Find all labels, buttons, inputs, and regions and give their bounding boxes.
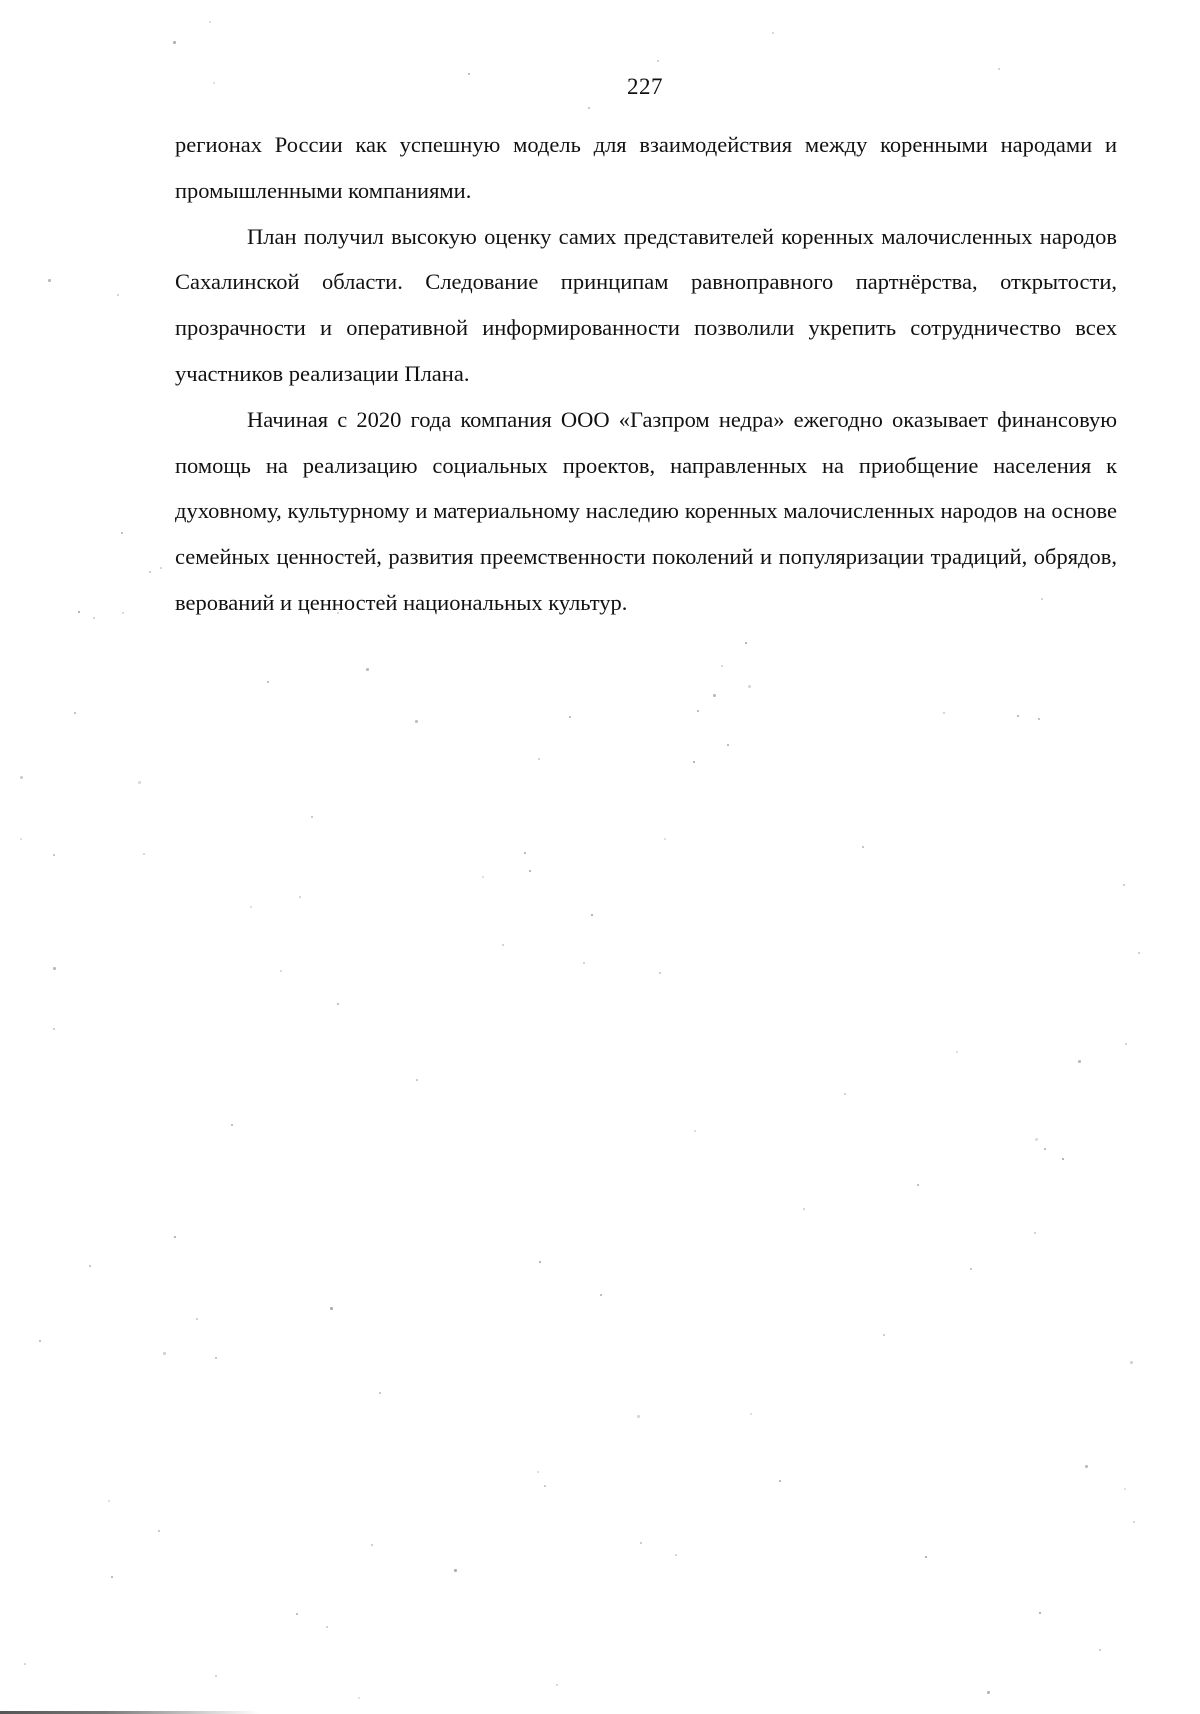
scan-speck bbox=[1138, 952, 1140, 954]
scan-speck bbox=[883, 1334, 885, 1336]
scan-speck bbox=[693, 761, 695, 763]
scan-speck bbox=[117, 294, 119, 296]
scan-speck bbox=[1078, 1060, 1081, 1063]
scan-speck bbox=[637, 1415, 640, 1418]
scan-speck bbox=[416, 1079, 418, 1081]
scan-speck bbox=[721, 665, 723, 667]
scan-speck bbox=[803, 1208, 805, 1210]
scan-speck bbox=[78, 611, 80, 613]
scan-speck bbox=[1038, 718, 1040, 720]
scan-speck bbox=[1039, 1612, 1041, 1614]
scan-speck bbox=[1130, 1361, 1133, 1364]
scan-speck bbox=[1035, 1138, 1038, 1141]
scan-speck bbox=[640, 1542, 642, 1544]
scan-speck bbox=[779, 1480, 781, 1482]
paragraph-gazprom-support: Начиная с 2020 года компания ООО «Газпром недра» ежегодно оказывает финансовую помощь на реализацию социальных проектов, направленных на приобщение населения к духовному, культурному и материальному наследию коренных малочисленных народов на основе семейных ценностей, развития преемственности поколений и популяризации традиций, обрядов, верований и ценностей национальных культур. bbox=[175, 406, 1117, 615]
scan-speck bbox=[326, 1626, 328, 1628]
scan-speck bbox=[1085, 1465, 1088, 1468]
scan-speck bbox=[1133, 1521, 1135, 1523]
scan-speck bbox=[694, 1130, 696, 1132]
scan-speck bbox=[415, 720, 418, 723]
paragraph-plan-assessment: План получил высокую оценку самих представителей коренных малочисленных народов Сахалинской области. Следование принципам равноправного партнёрства, открытости, прозрачности и оперативной информированности позволили укрепить сотрудничество всех участников реализации Плана. bbox=[175, 223, 1117, 386]
scan-speck bbox=[772, 32, 774, 34]
scan-speck bbox=[917, 1184, 919, 1186]
scan-speck bbox=[39, 1340, 41, 1342]
scan-speck bbox=[158, 1530, 160, 1532]
scan-speck bbox=[1099, 1649, 1101, 1651]
scan-speck bbox=[379, 1392, 381, 1394]
scan-speck bbox=[74, 712, 76, 714]
scan-speck bbox=[299, 896, 301, 898]
scan-speck bbox=[20, 776, 23, 779]
scan-speck bbox=[24, 1663, 26, 1665]
scan-speck bbox=[337, 612, 339, 614]
scan-speck bbox=[544, 1485, 546, 1487]
scan-speck bbox=[745, 642, 747, 644]
scan-speck bbox=[713, 694, 716, 697]
scan-speck bbox=[727, 744, 729, 746]
scan-speck bbox=[925, 1556, 927, 1558]
scan-speck bbox=[748, 685, 751, 688]
scan-speck bbox=[454, 1569, 457, 1572]
scan-speck bbox=[196, 1318, 198, 1320]
scan-speck bbox=[149, 571, 151, 573]
scan-speck bbox=[502, 944, 504, 946]
scan-speck bbox=[53, 854, 55, 856]
scan-speck bbox=[20, 838, 22, 840]
scan-speck bbox=[174, 1236, 176, 1238]
scan-speck bbox=[231, 1124, 233, 1126]
scan-speck bbox=[213, 82, 215, 84]
scan-speck bbox=[121, 532, 123, 534]
scan-speck bbox=[943, 712, 945, 714]
scan-speck bbox=[215, 1675, 217, 1677]
scan-speck bbox=[48, 279, 51, 282]
scan-speck bbox=[588, 107, 590, 109]
scan-speck bbox=[529, 870, 531, 872]
scan-speck bbox=[659, 972, 661, 974]
scan-speck bbox=[1044, 1148, 1046, 1150]
scan-speck bbox=[998, 68, 1000, 70]
scan-speck bbox=[1062, 1158, 1064, 1160]
body-text bbox=[175, 122, 1117, 626]
scan-speck bbox=[267, 681, 269, 683]
scan-speck bbox=[122, 612, 124, 614]
scan-speck bbox=[697, 710, 699, 712]
scan-speck bbox=[1125, 1043, 1127, 1045]
scan-speck bbox=[93, 617, 95, 619]
scan-speck bbox=[750, 1413, 752, 1415]
scan-speck bbox=[163, 1352, 166, 1355]
scan-speck bbox=[138, 781, 141, 784]
scan-speck bbox=[569, 716, 571, 718]
scan-speck bbox=[160, 567, 162, 569]
paragraph-continuation: регионах России как успешную модель для взаимодействия между коренными народами и промышленными компаниями. bbox=[175, 132, 1117, 203]
scan-speck bbox=[330, 1307, 333, 1310]
scan-speck bbox=[311, 816, 313, 818]
scan-speck bbox=[537, 1471, 539, 1473]
scan-speck bbox=[358, 1697, 360, 1699]
scan-speck bbox=[111, 1576, 113, 1578]
scan-speck bbox=[987, 1691, 990, 1694]
scan-speck bbox=[844, 1093, 846, 1095]
scan-speck bbox=[1041, 598, 1043, 600]
scan-speck bbox=[215, 1357, 217, 1359]
scan-speck bbox=[1017, 715, 1019, 717]
scan-speck bbox=[664, 838, 666, 840]
scan-speck bbox=[591, 914, 593, 916]
scan-speck bbox=[371, 1544, 373, 1546]
scan-speck bbox=[600, 1294, 602, 1296]
scan-speck bbox=[970, 1268, 972, 1270]
scan-speck bbox=[556, 1684, 558, 1686]
scan-speck bbox=[539, 1261, 541, 1263]
scan-speck bbox=[53, 967, 56, 970]
scan-speck bbox=[337, 1003, 339, 1005]
scan-speck bbox=[468, 73, 470, 75]
scan-speck bbox=[657, 60, 659, 62]
scan-speck bbox=[53, 1028, 55, 1030]
scan-speck bbox=[143, 853, 145, 855]
scan-speck bbox=[956, 1051, 958, 1053]
scan-speck bbox=[250, 906, 252, 908]
scan-speck bbox=[173, 41, 176, 44]
scan-speck bbox=[482, 876, 484, 878]
scan-speck bbox=[209, 21, 211, 23]
scan-speck bbox=[524, 852, 526, 854]
scan-speck bbox=[296, 1613, 298, 1615]
page-number: 227 bbox=[627, 74, 663, 99]
scan-speck bbox=[583, 962, 585, 964]
scan-speck bbox=[1123, 884, 1125, 886]
scan-speck bbox=[108, 1500, 110, 1502]
scan-speck bbox=[862, 846, 864, 848]
scan-speck bbox=[89, 1265, 91, 1267]
scan-speck bbox=[675, 1554, 677, 1556]
scan-speck bbox=[1124, 1488, 1126, 1490]
scan-speck bbox=[280, 970, 282, 972]
scan-speck bbox=[1034, 1232, 1036, 1234]
scan-speck bbox=[538, 758, 540, 760]
scan-speck bbox=[366, 668, 369, 671]
